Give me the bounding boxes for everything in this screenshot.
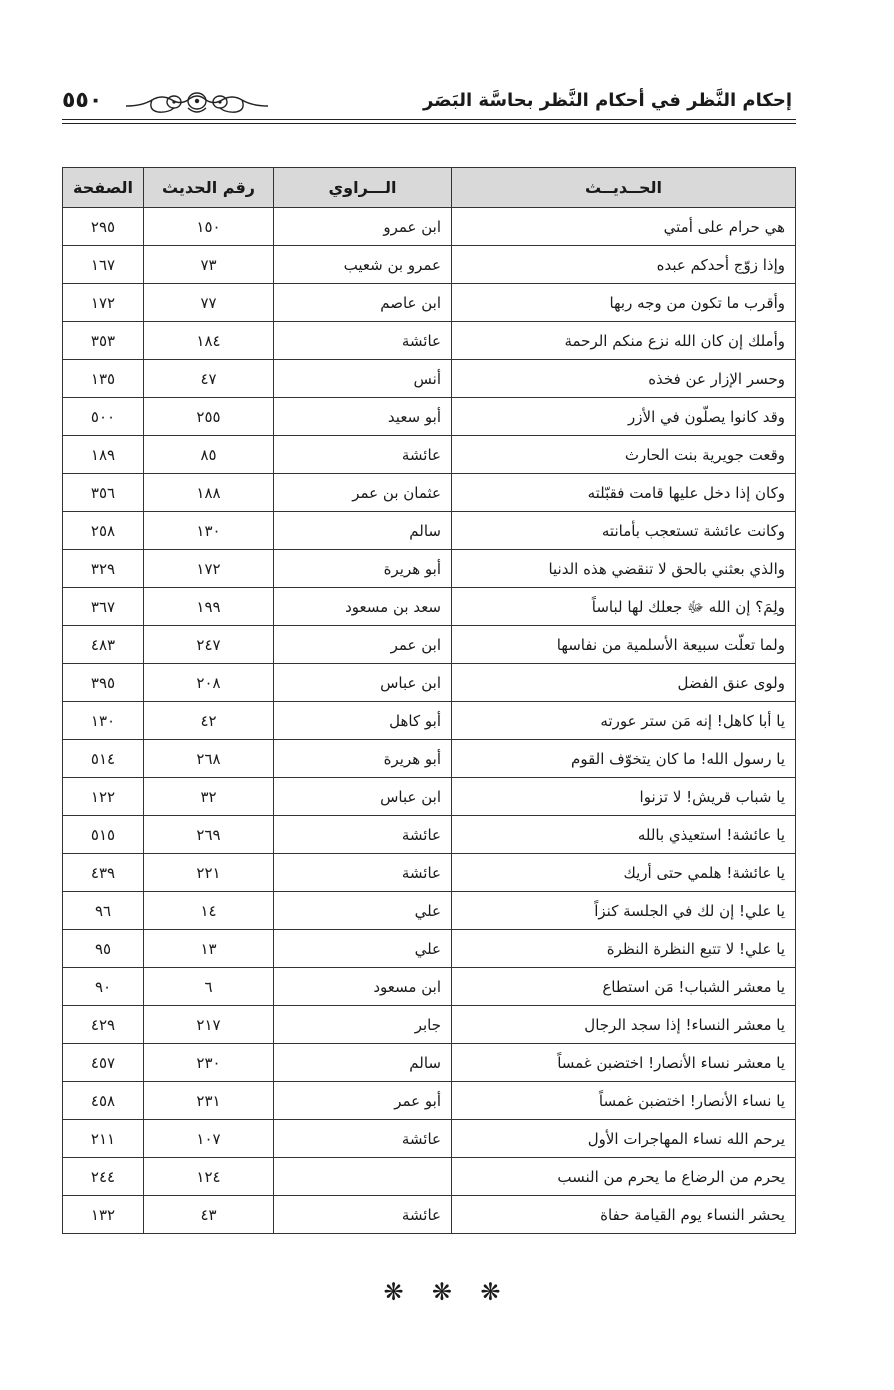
rawi-cell: أبو سعيد [274,398,452,436]
rawi-cell: عائشة [274,816,452,854]
header-rawi: الـــراوي [274,168,452,208]
header-hadith: الحــديــث [452,168,796,208]
table-row [63,208,796,246]
hadith-number-cell: ١٢٤ [144,1158,274,1196]
hadith-cell: وإذا زوّج أحدكم عبده [452,246,796,284]
hadith-number-cell: ٤٢ [144,702,274,740]
hadith-number-cell: ٨٥ [144,436,274,474]
hadith-number-cell: ١٣٠ [144,512,274,550]
table-row [63,1082,796,1120]
table-row [63,360,796,398]
rawi-cell: ابن عاصم [274,284,452,322]
page-cell: ١٨٩ [63,436,144,474]
hadith-number-cell: ٤٧ [144,360,274,398]
table-row [63,512,796,550]
hadith-cell: يا رسول الله! ما كان يتخوّف القوم [452,740,796,778]
table-row [63,550,796,588]
hadith-cell: هي حرام على أمتي [452,208,796,246]
rawi-cell: عائشة [274,1196,452,1234]
table-row [63,398,796,436]
hadith-cell: يا عائشة! هلمي حتى أريك [452,854,796,892]
page-cell: ١٣٠ [63,702,144,740]
page-cell: ٩٦ [63,892,144,930]
hadith-cell: يا شباب قريش! لا تزنوا [452,778,796,816]
hadith-number-cell: ٧٧ [144,284,274,322]
hadith-cell: وقد كانوا يصلّون في الأزر [452,398,796,436]
table-row [63,1158,796,1196]
rawi-cell: عائشة [274,322,452,360]
rawi-cell: عائشة [274,854,452,892]
hadith-cell: يا معشر نساء الأنصار! اختضبن غمساً [452,1044,796,1082]
table-row [63,1044,796,1082]
hadith-cell: يحشر النساء يوم القيامة حفاة [452,1196,796,1234]
hadith-cell: وكان إذا دخل عليها قامت فقبّلته [452,474,796,512]
hadith-number-cell: ٢٤٧ [144,626,274,664]
hadith-cell: ولوى عنق الفضل [452,664,796,702]
header-page: الصفحة [63,168,144,208]
rawi-cell: جابر [274,1006,452,1044]
running-title: إحكام النَّظر في أحكام النَّظر بحاسَّة البَصَر [422,90,792,111]
page-cell: ١٧٢ [63,284,144,322]
rawi-cell: أبو كاهل [274,702,452,740]
table-row [63,816,796,854]
table-row [63,588,796,626]
hadith-number-cell: ١٠٧ [144,1120,274,1158]
rawi-cell: سعد بن مسعود [274,588,452,626]
rawi-cell: عثمان بن عمر [274,474,452,512]
hadith-number-cell: ١٨٤ [144,322,274,360]
rawi-cell [274,1158,452,1196]
page-cell: ٤٣٩ [63,854,144,892]
table-row [63,968,796,1006]
page-cell: ٣٩٥ [63,664,144,702]
hadith-number-cell: ١٨٨ [144,474,274,512]
table-row [63,740,796,778]
table-row [63,474,796,512]
rawi-cell: أبو هريرة [274,740,452,778]
hadith-number-cell: ٤٣ [144,1196,274,1234]
table-row [63,930,796,968]
table-header-row [63,168,796,208]
hadith-cell: يا علي! إن لك في الجلسة كنزاً [452,892,796,930]
hadith-cell: ولِمَ؟ إن الله ﷻ جعلك لها لباساً [452,588,796,626]
hadith-number-cell: ٢٢١ [144,854,274,892]
hadith-number-cell: ٦ [144,968,274,1006]
hadith-number-cell: ٢٣٠ [144,1044,274,1082]
table-row [63,664,796,702]
rawi-cell: ابن عمر [274,626,452,664]
hadith-index-table [62,167,796,1234]
rawi-cell: عمرو بن شعيب [274,246,452,284]
page-cell: ٥١٤ [63,740,144,778]
header-hadith-number: رقم الحديث [144,168,274,208]
page-cell: ١٢٢ [63,778,144,816]
rawi-cell: ابن عباس [274,664,452,702]
header-rule-thin [62,123,796,124]
hadith-cell: يا عائشة! استعيذي بالله [452,816,796,854]
table-row [63,284,796,322]
hadith-cell: يا نساء الأنصار! اختضبن غمساً [452,1082,796,1120]
hadith-number-cell: ١٩٩ [144,588,274,626]
rawi-cell: ابن عمرو [274,208,452,246]
closing-ornament: ❋ ❋ ❋ [383,1278,511,1306]
page-cell: ٢٤٤ [63,1158,144,1196]
hadith-number-cell: ٣٢ [144,778,274,816]
page-cell: ١٣٥ [63,360,144,398]
hadith-cell: يا معشر النساء! إذا سجد الرجال [452,1006,796,1044]
page-cell: ٩٥ [63,930,144,968]
hadith-cell: يحرم من الرضاع ما يحرم من النسب [452,1158,796,1196]
rawi-cell: علي [274,930,452,968]
hadith-cell: وكانت عائشة تستعجب بأمانته [452,512,796,550]
rawi-cell: أنس [274,360,452,398]
table-row [63,778,796,816]
rawi-cell: عائشة [274,1120,452,1158]
table-row [63,246,796,284]
hadith-cell: يا معشر الشباب! مَن استطاع [452,968,796,1006]
hadith-cell: وأملك إن كان الله نزع منكم الرحمة [452,322,796,360]
rawi-cell: ابن مسعود [274,968,452,1006]
page-cell: ٣٥٦ [63,474,144,512]
hadith-cell: يا علي! لا تتبع النظرة النظرة [452,930,796,968]
table-row [63,1120,796,1158]
hadith-number-cell: ١٤ [144,892,274,930]
page-header [62,84,796,120]
rawi-cell: أبو عمر [274,1082,452,1120]
rawi-cell: سالم [274,1044,452,1082]
table-row [63,892,796,930]
page-cell: ٤٥٨ [63,1082,144,1120]
hadith-number-cell: ١٣ [144,930,274,968]
page-cell: ٣٥٣ [63,322,144,360]
table-row [63,436,796,474]
page-cell: ٣٢٩ [63,550,144,588]
hadith-number-cell: ٢٦٨ [144,740,274,778]
table-row [63,322,796,360]
rawi-cell: علي [274,892,452,930]
hadith-number-cell: ١٥٠ [144,208,274,246]
hadith-number-cell: ٢٠٨ [144,664,274,702]
rawi-cell: أبو هريرة [274,550,452,588]
page-cell: ٢٩٥ [63,208,144,246]
page-cell: ٣٦٧ [63,588,144,626]
hadith-number-cell: ٢١٧ [144,1006,274,1044]
page-cell: ٤٢٩ [63,1006,144,1044]
page-cell: ٥١٥ [63,816,144,854]
table-row [63,1196,796,1234]
hadith-number-cell: ٧٣ [144,246,274,284]
table-row [63,1006,796,1044]
table-row [63,854,796,892]
page-cell: ٤٥٧ [63,1044,144,1082]
hadith-number-cell: ٢٣١ [144,1082,274,1120]
hadith-number-cell: ٢٥٥ [144,398,274,436]
rawi-cell: ابن عباس [274,778,452,816]
hadith-cell: وقعت جويرية بنت الحارث [452,436,796,474]
hadith-number-cell: ٢٦٩ [144,816,274,854]
table-row [63,626,796,664]
hadith-cell: وحسر الإزار عن فخذه [452,360,796,398]
hadith-cell: والذي بعثني بالحق لا تنقضي هذه الدنيا [452,550,796,588]
page-cell: ٤٨٣ [63,626,144,664]
hadith-cell: وأقرب ما تكون من وجه ربها [452,284,796,322]
page-cell: ٥٠٠ [63,398,144,436]
rawi-cell: عائشة [274,436,452,474]
decorative-ornament-icon [122,86,272,118]
hadith-cell: ولما تعلّت سبيعة الأسلمية من نفاسها [452,626,796,664]
hadith-cell: يا أبا كاهل! إنه مَن ستر عورته [452,702,796,740]
hadith-cell: يرحم الله نساء المهاجرات الأول [452,1120,796,1158]
hadith-number-cell: ١٧٢ [144,550,274,588]
page-cell: ٢١١ [63,1120,144,1158]
page-cell: ٩٠ [63,968,144,1006]
table-row [63,702,796,740]
header-rule [62,119,796,120]
page-cell: ٢٥٨ [63,512,144,550]
page-cell: ١٦٧ [63,246,144,284]
page-number: ٥٥٠ [62,88,103,113]
rawi-cell: سالم [274,512,452,550]
page-cell: ١٣٢ [63,1196,144,1234]
